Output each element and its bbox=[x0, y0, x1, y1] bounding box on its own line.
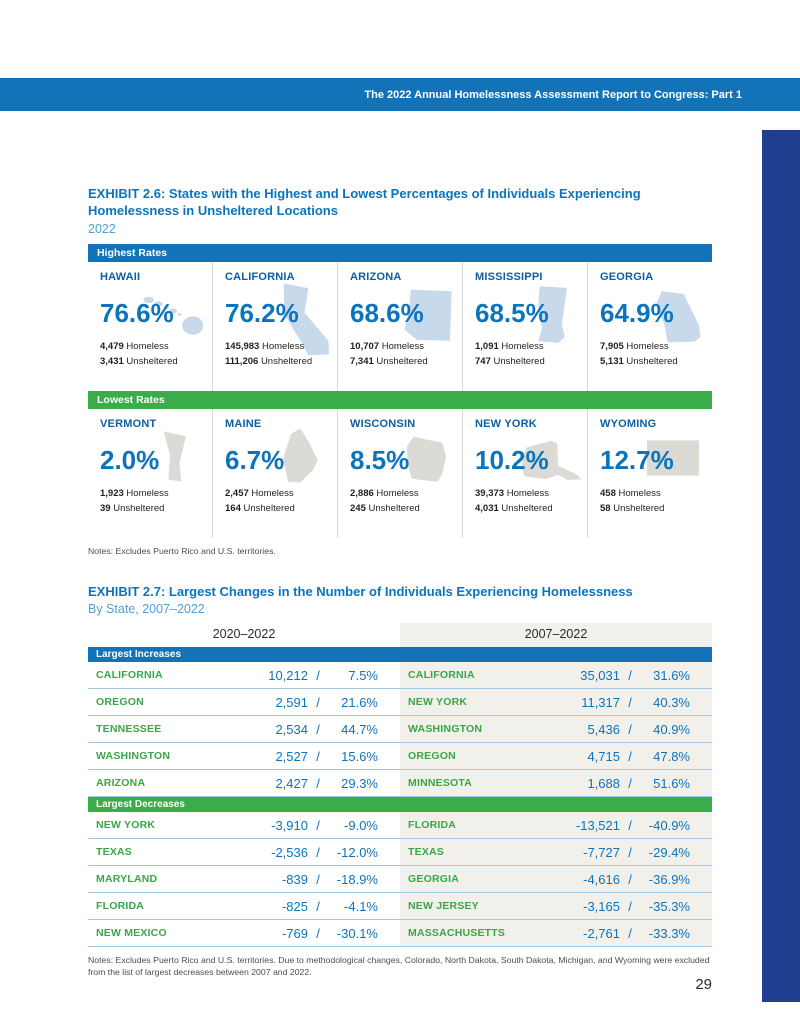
change-value: 35,031 / 31.6% bbox=[580, 667, 690, 683]
change-value: 1,688 / 51.6% bbox=[587, 775, 690, 791]
change-value: 2,591 / 21.6% bbox=[275, 694, 378, 710]
change-value: 2,534 / 44.7% bbox=[275, 721, 378, 737]
state-stats: 1,091 Homeless 747 Unsheltered bbox=[475, 341, 545, 368]
state-stats: 7,905 Homeless 5,131 Unsheltered bbox=[600, 341, 678, 368]
change-value: -13,521 / -40.9% bbox=[575, 817, 690, 833]
state-stats: 2,886 Homeless 245 Unsheltered bbox=[350, 488, 420, 515]
state-card-hawaii bbox=[88, 262, 212, 391]
state-stats: 2,457 Homeless 164 Unsheltered bbox=[225, 488, 295, 515]
table-row bbox=[88, 689, 712, 716]
exhibit-2-6-notes: Notes: Excludes Puerto Rico and U.S. territories. bbox=[88, 546, 276, 557]
unsheltered-rate: 12.7% bbox=[600, 445, 674, 476]
column-header-2007-2022: 2007–2022 bbox=[400, 623, 712, 647]
unsheltered-rate: 64.9% bbox=[600, 298, 674, 329]
unsheltered-rate: 6.7% bbox=[225, 445, 285, 476]
cell-2007-2022: GEORGIA -4,616 / -36.9% bbox=[400, 866, 712, 892]
change-value: 10,212 / 7.5% bbox=[268, 667, 378, 683]
cell-2007-2022: MASSACHUSETTS -2,761 / -33.3% bbox=[400, 920, 712, 946]
exhibit-2-6-title bbox=[88, 186, 712, 220]
state-name: WYOMING bbox=[600, 418, 657, 431]
state-card-maine bbox=[212, 409, 337, 538]
change-value: -4,616 / -36.9% bbox=[583, 871, 690, 887]
state-stats: 4,479 Homeless 3,431 Unsheltered bbox=[100, 341, 178, 368]
exhibit-2-6 bbox=[88, 186, 712, 558]
cell-2007-2022: TEXAS -7,727 / -29.4% bbox=[400, 839, 712, 865]
exhibit-2-6-label: EXHIBIT 2.6: bbox=[88, 186, 166, 201]
largest-increases-header: Largest Increases bbox=[88, 647, 712, 662]
exhibit-2-7-notes: Notes: Excludes Puerto Rico and U.S. territories. Due to methodological changes, Colorado, North Dakota, South Dakota, Michigan, and Wyoming were excluded from the list of largest decreases between 2007 and 2022. bbox=[88, 955, 710, 978]
cell-2020-2022: NEW MEXICO -769 / -30.1% bbox=[96, 925, 378, 941]
column-header-2020-2022: 2020–2022 bbox=[212, 627, 276, 642]
cell-2020-2022: TEXAS -2,536 / -12.0% bbox=[96, 844, 378, 860]
cell-2007-2022: NEW YORK 11,317 / 40.3% bbox=[400, 689, 712, 715]
state-name: CALIFORNIA bbox=[225, 271, 295, 284]
change-value: -2,761 / -33.3% bbox=[583, 925, 690, 941]
state-card-new-york bbox=[462, 409, 587, 538]
unsheltered-rate: 10.2% bbox=[475, 445, 549, 476]
change-value: 5,436 / 40.9% bbox=[587, 721, 690, 737]
state-name: MISSISSIPPI bbox=[475, 271, 543, 284]
cell-2020-2022: MARYLAND -839 / -18.9% bbox=[96, 871, 378, 887]
state-name: ARIZONA bbox=[350, 271, 402, 284]
state-name: VERMONT bbox=[100, 418, 157, 431]
cell-2020-2022: CALIFORNIA 10,212 / 7.5% bbox=[96, 667, 378, 683]
highest-rates-cards bbox=[88, 262, 712, 391]
lowest-rates-header: Lowest Rates bbox=[88, 391, 712, 409]
cell-2020-2022: WASHINGTON 2,527 / 15.6% bbox=[96, 748, 378, 764]
cell-2020-2022: TENNESSEE 2,534 / 44.7% bbox=[96, 721, 378, 737]
cell-2007-2022: FLORIDA -13,521 / -40.9% bbox=[400, 812, 712, 838]
change-value: -839 / -18.9% bbox=[281, 871, 378, 887]
side-accent-bar bbox=[762, 130, 800, 1002]
table-row bbox=[88, 866, 712, 893]
state-card-wisconsin bbox=[337, 409, 462, 538]
table-row bbox=[88, 743, 712, 770]
exhibit-2-7-subtitle: By State, 2007–2022 bbox=[88, 602, 205, 617]
cell-2007-2022: OREGON 4,715 / 47.8% bbox=[400, 743, 712, 769]
unsheltered-rate: 76.6% bbox=[100, 298, 174, 329]
table-row bbox=[88, 839, 712, 866]
exhibit-2-6-subtitle: 2022 bbox=[88, 221, 116, 236]
state-stats: 145,983 Homeless 111,206 Unsheltered bbox=[225, 341, 313, 368]
table-row bbox=[88, 662, 712, 689]
change-value: -3,910 / -9.0% bbox=[271, 817, 378, 833]
state-name: GEORGIA bbox=[600, 271, 654, 284]
change-value: -769 / -30.1% bbox=[281, 925, 378, 941]
state-name: MAINE bbox=[225, 418, 262, 431]
state-name: NEW YORK bbox=[475, 418, 537, 431]
state-card-vermont bbox=[88, 409, 212, 538]
exhibit-2-6-title-text: States with the Highest and Lowest Percentages of Individuals Experiencing Homelessness in Unsheltered Locations bbox=[88, 186, 641, 218]
unsheltered-rate: 2.0% bbox=[100, 445, 160, 476]
table-row bbox=[88, 893, 712, 920]
largest-decreases-header: Largest Decreases bbox=[88, 797, 712, 812]
state-card-mississippi bbox=[462, 262, 587, 391]
cell-2020-2022: OREGON 2,591 / 21.6% bbox=[96, 694, 378, 710]
state-card-georgia bbox=[587, 262, 712, 391]
change-value: -825 / -4.1% bbox=[281, 898, 378, 914]
unsheltered-rate: 76.2% bbox=[225, 298, 299, 329]
state-stats: 10,707 Homeless 7,341 Unsheltered bbox=[350, 341, 428, 368]
page-number: 29 bbox=[695, 976, 712, 993]
exhibit-2-7-label: EXHIBIT 2.7: bbox=[88, 583, 166, 599]
table-row bbox=[88, 716, 712, 743]
lowest-rates-cards bbox=[88, 409, 712, 538]
table-row bbox=[88, 812, 712, 839]
report-header-bar bbox=[0, 78, 800, 111]
unsheltered-rate: 8.5% bbox=[350, 445, 410, 476]
exhibit-2-7-title bbox=[88, 584, 712, 601]
state-stats: 458 Homeless 58 Unsheltered bbox=[600, 488, 665, 515]
exhibit-2-7-title-text: Largest Changes in the Number of Individuals Experiencing Homelessness bbox=[168, 583, 633, 599]
cell-2020-2022: NEW YORK -3,910 / -9.0% bbox=[96, 817, 378, 833]
change-value: 11,317 / 40.3% bbox=[581, 694, 690, 710]
state-name: WISCONSIN bbox=[350, 418, 416, 431]
change-value: -2,536 / -12.0% bbox=[271, 844, 378, 860]
change-value: 2,427 / 29.3% bbox=[275, 775, 378, 791]
cell-2020-2022: ARIZONA 2,427 / 29.3% bbox=[96, 775, 378, 791]
cell-2007-2022: CALIFORNIA 35,031 / 31.6% bbox=[400, 662, 712, 688]
change-value: -3,165 / -35.3% bbox=[583, 898, 690, 914]
report-title: The 2022 Annual Homelessness Assessment Report to Congress: Part 1 bbox=[364, 88, 742, 101]
cell-2007-2022: WASHINGTON 5,436 / 40.9% bbox=[400, 716, 712, 742]
table-header-row bbox=[88, 623, 712, 647]
change-value: 4,715 / 47.8% bbox=[587, 748, 690, 764]
changes-table bbox=[88, 623, 712, 947]
state-card-california bbox=[212, 262, 337, 391]
state-name: HAWAII bbox=[100, 271, 141, 284]
highest-rates-header: Highest Rates bbox=[88, 244, 712, 262]
state-stats: 39,373 Homeless 4,031 Unsheltered bbox=[475, 488, 553, 515]
state-card-arizona bbox=[337, 262, 462, 391]
state-stats: 1,923 Homeless 39 Unsheltered bbox=[100, 488, 169, 515]
table-row bbox=[88, 920, 712, 947]
cell-2020-2022: FLORIDA -825 / -4.1% bbox=[96, 898, 378, 914]
cell-2007-2022: NEW JERSEY -3,165 / -35.3% bbox=[400, 893, 712, 919]
exhibit-2-7 bbox=[88, 584, 712, 979]
page-content bbox=[88, 186, 712, 978]
table-row bbox=[88, 770, 712, 797]
change-value: -7,727 / -29.4% bbox=[583, 844, 690, 860]
state-card-wyoming bbox=[587, 409, 712, 538]
change-value: 2,527 / 15.6% bbox=[275, 748, 378, 764]
cell-2007-2022: MINNESOTA 1,688 / 51.6% bbox=[400, 770, 712, 796]
unsheltered-rate: 68.5% bbox=[475, 298, 549, 329]
unsheltered-rate: 68.6% bbox=[350, 298, 424, 329]
